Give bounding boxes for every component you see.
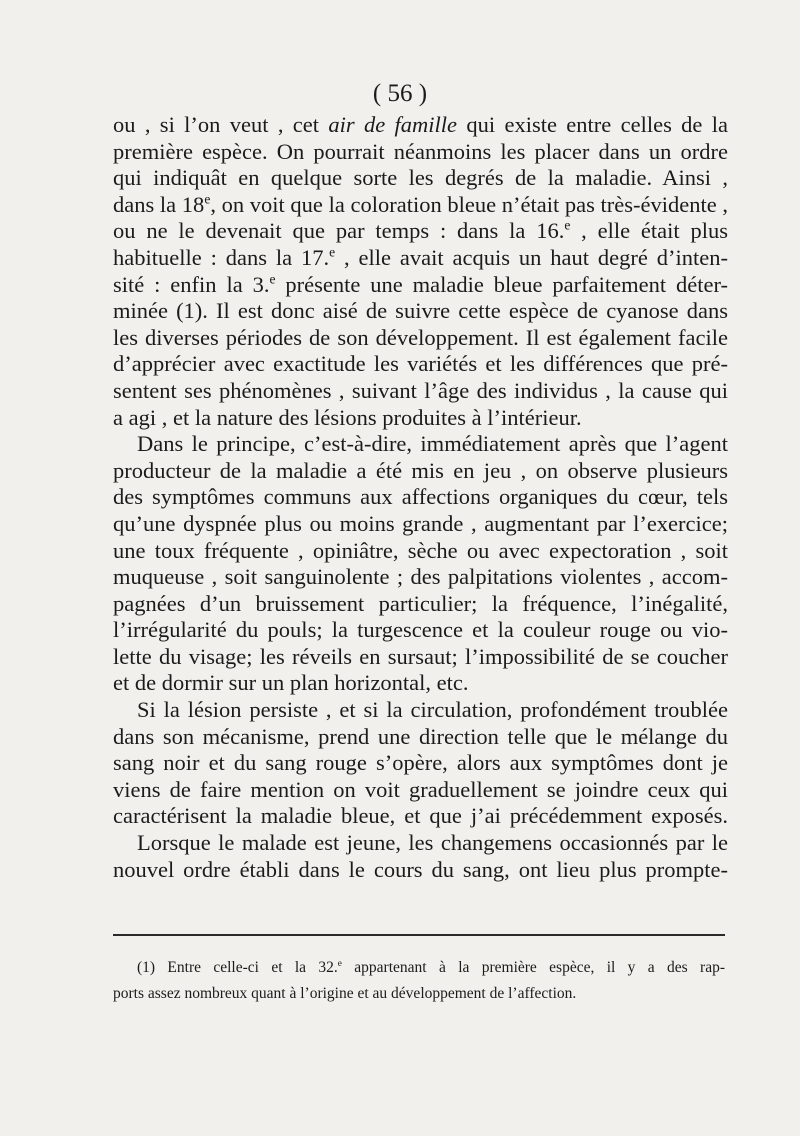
- text-line: dans son mécanisme, prend une direction telle que le mélange du: [113, 723, 728, 749]
- body-text: [113, 112, 728, 883]
- footnote: [113, 955, 725, 1007]
- text-line: des symptômes communs aux affections organiques du cœur, tels: [113, 484, 728, 510]
- paragraph-end-line: a agi , et la nature des lésions produites à l’intérieur.: [113, 404, 582, 430]
- text-line: viens de faire mention on voit graduellement se joindre ceux qui: [113, 776, 728, 802]
- text-line: lette du visage; les réveils en sursaut; l’impossibilité de se coucher: [113, 643, 728, 669]
- page-number: ( 56 ): [372, 80, 428, 107]
- paragraph-first-line: Si la lésion persiste , et si la circulation, profondément troublée: [137, 697, 728, 723]
- footnote-line: ports assez nombreux quant à l’origine et au développement de l’affection.: [113, 985, 577, 1002]
- text-line: d’apprécier avec exactitude les variétés et les différences que pré-: [113, 351, 728, 377]
- text-line: les diverses périodes de son développement. Il est également facile: [113, 324, 728, 350]
- text-line: minée (1). Il est donc aisé de suivre cette espèce de cyanose dans: [113, 298, 728, 324]
- paragraph-first-line: Lorsque le malade est jeune, les changemens occasionnés par le: [137, 830, 728, 856]
- text-line: qu’une dyspnée plus ou moins grande , augmentant par l’exercice;: [113, 510, 728, 536]
- text-line: ou ne le devenait que par temps : dans la 16.$^e$ , elle était plus: [113, 217, 728, 244]
- text-line: nouvel ordre établi dans le cours du sang, ont lieu plus prompte-: [113, 856, 728, 882]
- text-line: première espèce. On pourrait néanmoins les placer dans un ordre: [113, 138, 728, 164]
- footnote-rule: [113, 934, 725, 936]
- text-line: pagnées d’un bruissement particulier; la fréquence, l’inégalité,: [113, 590, 728, 616]
- paragraph-first-line: Dans le principe, c’est-à-dire, immédiatement après que l’agent: [137, 431, 728, 457]
- text-line: habituelle : dans la 17.$^e$ , elle avait acquis un haut degré d’inten-: [113, 244, 728, 270]
- text-line: l’irrégularité du pouls; la turgescence et la couleur rouge ou vio-: [113, 617, 728, 643]
- text-line: sentent ses phénomènes , suivant l’âge des individus , la cause qui: [113, 377, 728, 403]
- text-line: ou , si l’on veut , cet air de famille qui existe entre celles de la: [113, 112, 728, 137]
- text-line: qui indiquât en quelque sorte les degrés de la maladie. Ainsi ,: [113, 165, 728, 191]
- text-line: dans la 18e, on voit que la coloration bleue n’était pas très-évidente ,: [113, 191, 729, 217]
- text-line: une toux fréquente , opiniâtre, sèche ou avec expectoration , soit: [113, 537, 728, 563]
- text-line: sité : enfin la 3.$^e$ présente une maladie bleue parfaitement déter-: [113, 271, 728, 297]
- text-line: producteur de la maladie a été mis en jeu , on observe plusieurs: [113, 457, 728, 483]
- paragraph-end-line: caractérisent la maladie bleue, et que j’ai précédemment exposés.: [113, 803, 728, 829]
- paragraph-end-line: et de dormir sur un plan horizontal, etc.: [113, 670, 469, 696]
- text-line: sang noir et du sang rouge s’opère, alors aux symptômes dont je: [113, 750, 728, 776]
- text-line: muqueuse , soit sanguinolente ; des palpitations violentes , accom-: [113, 564, 728, 590]
- footnote-line: (1) Entre celle-ci et la 32.$^e$ appartenant à la première espèce, il y a des rap-: [137, 958, 725, 976]
